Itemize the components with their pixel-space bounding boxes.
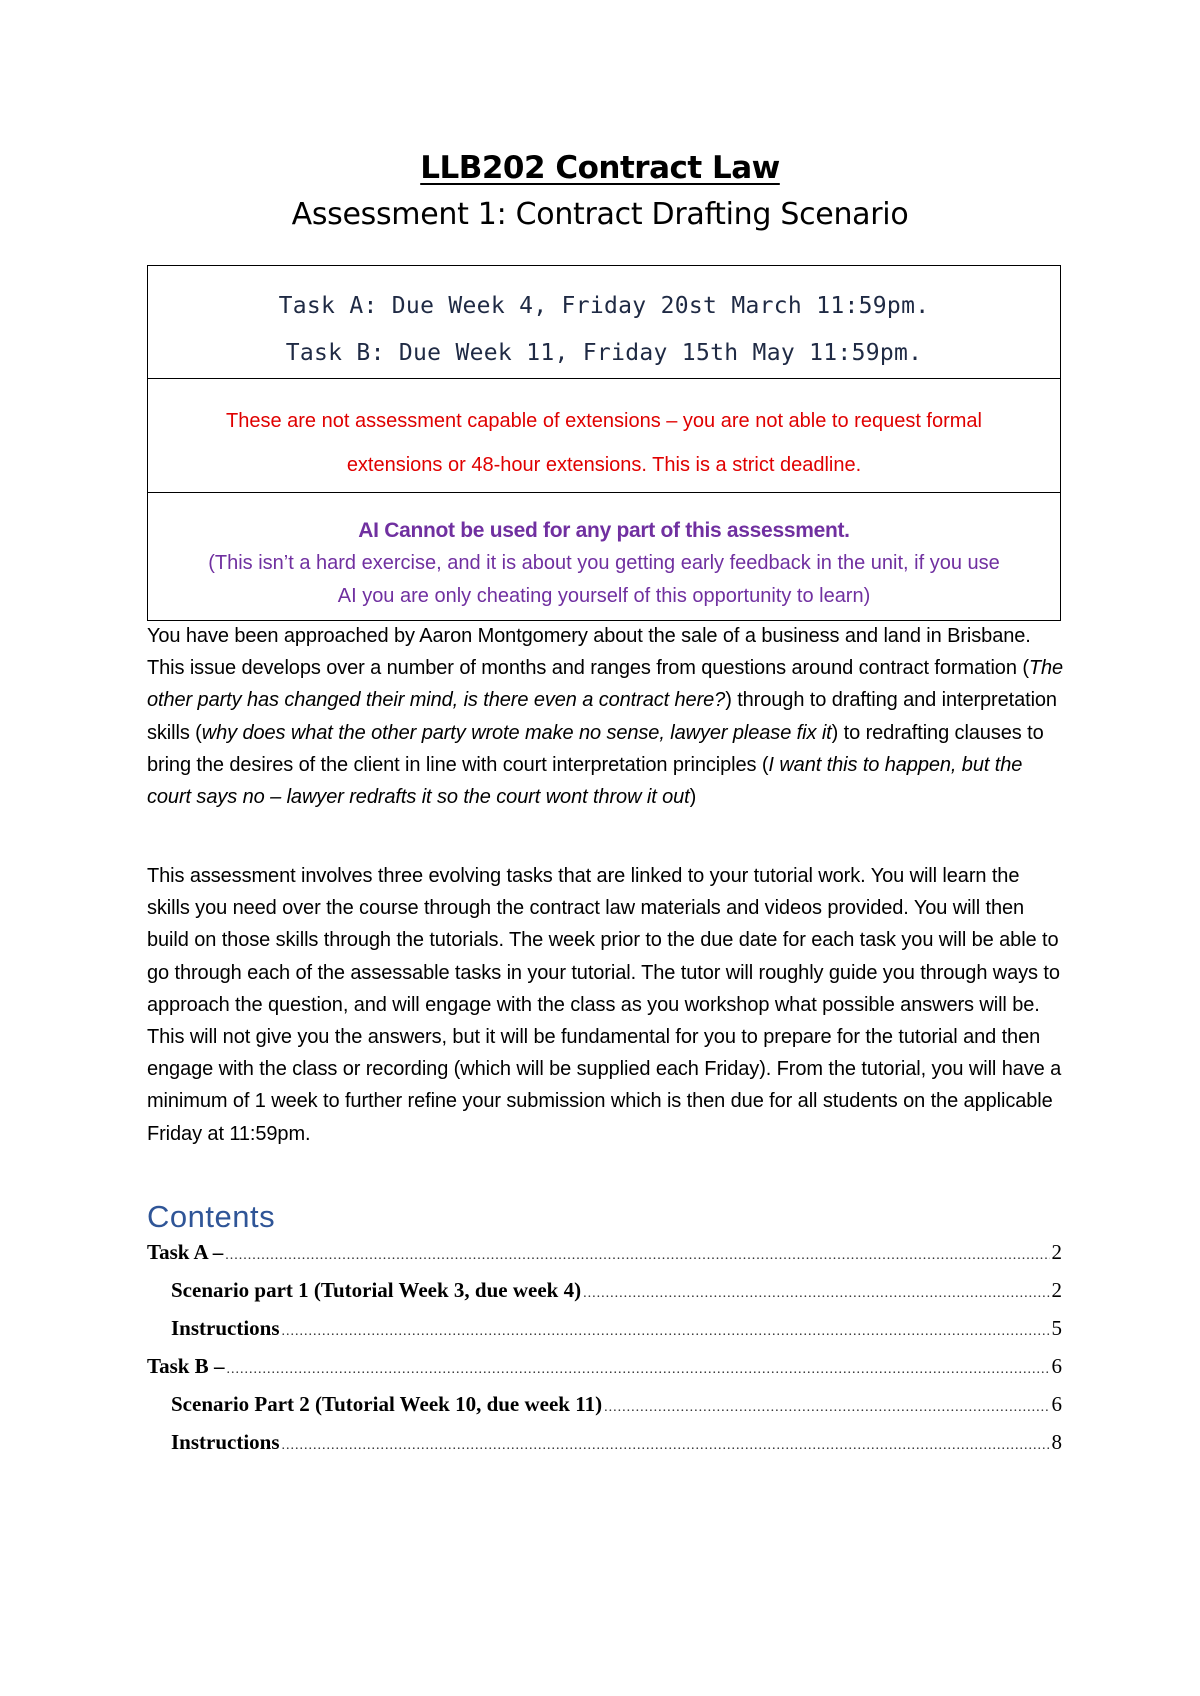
toc-dot-leader	[225, 1248, 1049, 1264]
document-subtitle: Assessment 1: Contract Drafting Scenario	[291, 197, 909, 232]
toc-page-number: 2	[1051, 1278, 1062, 1302]
toc-page-number: 2	[1051, 1240, 1062, 1264]
extension-notice-line-2: extensions or 48-hour extensions. This is a strict deadline.	[346, 454, 862, 476]
toc-page-number: 5	[1051, 1316, 1062, 1340]
intro-text-1: You have been approached by Aaron Montgomery about the sale of a business and land in Brisbane. This issue develops over a number of months and ranges from questions around contract formation (	[147, 625, 1031, 680]
intro-italic-3: I want this to happen, but the court says no – lawyer redrafts it so the court wont throw it out	[147, 753, 1023, 809]
contents-heading: Contents	[147, 1199, 276, 1234]
task-b-due-date: Task B: Due Week 11, Friday 15th May 11:59pm.	[285, 340, 923, 366]
toc-entry-instructions-a[interactable]	[147, 1316, 1062, 1354]
intro-italic-1: The other party has changed their mind, is there even a contract here?	[147, 657, 1064, 712]
toc-dot-leader	[282, 1324, 1050, 1340]
toc-entry-scenario-part-1[interactable]	[147, 1278, 1062, 1316]
extension-notice-cell	[148, 379, 1060, 493]
intro-text-3: ) to redrafting clauses to bring the desires of the client in line with court interpretation principles (	[147, 721, 1044, 776]
toc-page-number: 8	[1051, 1430, 1062, 1454]
extension-notice-line-1: These are not assessment capable of extensions – you are not able to request formal	[226, 410, 982, 432]
intro-italic-2: why does what the other party wrote make no sense, lawyer please fix it	[201, 721, 832, 744]
ai-policy-line-2: AI you are only cheating yourself of this opportunity to learn)	[337, 585, 871, 607]
toc-entry-instructions-b[interactable]	[147, 1430, 1062, 1468]
toc-entry-text: Scenario part 1 (Tutorial Week 3, due week 4)	[171, 1278, 582, 1302]
task-a-due-date: Task A: Due Week 4, Friday 20st March 11:59pm.	[278, 293, 930, 319]
toc-entry-text: Instructions	[171, 1316, 280, 1340]
ai-policy-line-1: (This isn’t a hard exercise, and it is about you getting early feedback in the unit, if you use	[208, 552, 1000, 574]
ai-policy-cell	[148, 493, 1060, 620]
toc-entry-text: Task B –	[147, 1354, 225, 1378]
toc-dot-leader	[282, 1438, 1050, 1454]
toc-entry-text: Instructions	[171, 1430, 280, 1454]
assessment-description-paragraph: This assessment involves three evolving tasks that are linked to your tutorial work. You will learn the skills you need over the course through the contract law materials and videos provided. You will then build on those skills through the tutorials. The week prior to the due date for each task you will be able to go through each of the assessable tasks in your tutorial. The tutor will roughly guide you through ways to approach the question, and will engage with the class as you workshop what possible answers will be. This will not give you the answers, but it will be fundamental for you to prepare for the tutorial and then engage with the class or recording (which will be supplied each Friday). From the tutorial, you will have a minimum of 1 week to further refine your submission which is then due for all students on the applicable Friday at 11:59pm.	[147, 865, 1062, 1145]
ai-policy-heading: AI Cannot be used for any part of this assessment.	[358, 519, 850, 542]
intro-text-4: )	[689, 786, 697, 809]
assessment-info-box	[147, 265, 1061, 621]
toc-page-number: 6	[1051, 1392, 1062, 1416]
intro-paragraph	[147, 620, 1067, 813]
toc-entry-text: Task A –	[147, 1240, 224, 1264]
toc-dot-leader	[226, 1362, 1049, 1378]
document-title: LLB202 Contract Law	[420, 150, 780, 186]
toc-entry-task-a[interactable]	[147, 1240, 1062, 1278]
toc-entry-task-b[interactable]	[147, 1354, 1062, 1392]
toc-dot-leader	[604, 1400, 1049, 1416]
toc-page-number: 6	[1051, 1354, 1062, 1378]
intro-text-2: ) through to drafting and interpretation skills (	[147, 689, 1057, 744]
table-of-contents	[147, 1240, 1062, 1468]
toc-entry-text: Scenario Part 2 (Tutorial Week 10, due week 11)	[171, 1392, 603, 1416]
due-dates-cell	[148, 266, 1060, 379]
toc-entry-scenario-part-2[interactable]	[147, 1392, 1062, 1430]
toc-dot-leader	[583, 1286, 1049, 1302]
